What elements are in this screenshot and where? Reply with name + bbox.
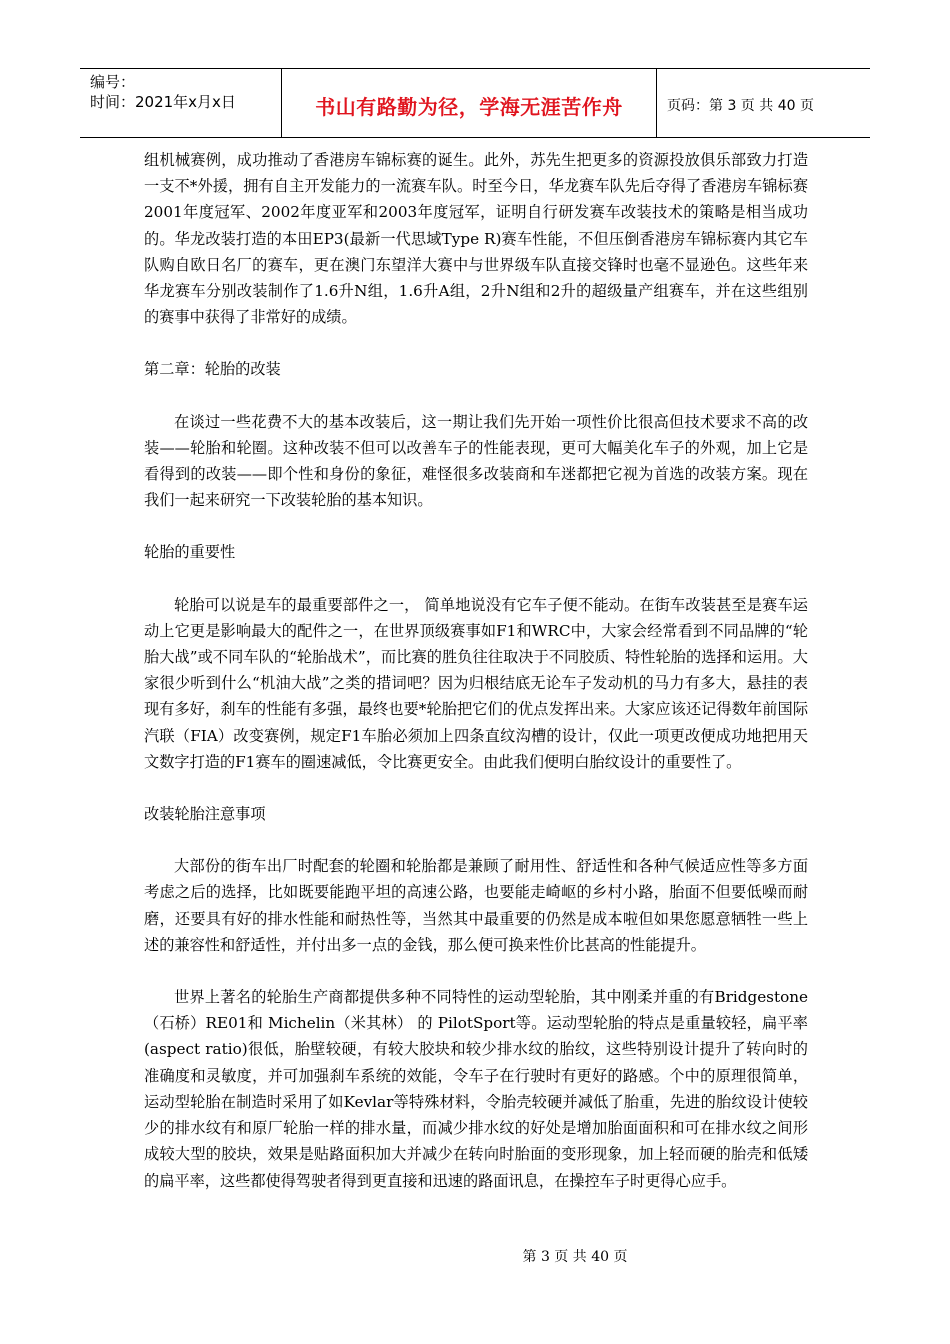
page-footer: 第 3 页 共 40 页 bbox=[522, 1249, 628, 1265]
header-page-cell bbox=[657, 69, 870, 137]
paragraph-importance: 轮胎可以说是车的最重要部件之一， 简单地说没有它车子便不能动。在街车改装甚至是赛车运动上它更是影响最大的配件之一，在世界顶级赛事如F1和WRC中，大家会经常看到不同品牌的“轮胎大战”或不同车队的“轮胎战术”，而比赛的胜负往往取决于不同胶质、特性轮胎的选择和运用。大家很少听到什么“机油大战”之类的措词吧？因为归根结底无论车子发动机的马力有多大，悬挂的表现有多好，刹车的性能有多强，最终也要*轮胎把它们的优点发挥出来。大家应该还记得数年前国际汽联（FIA）改变赛例，规定F1车胎必须加上四条直纹沟槽的设计，仅此一项更改便成功地把用天文数字打造的F1赛车的圈速减低，令比赛更安全。由此我们便明白胎纹设计的重要性了。 bbox=[144, 595, 808, 771]
paragraph-racing-team: 组机械赛例，成功推动了香港房车锦标赛的诞生。此外，苏先生把更多的资源投放俱乐部致力打造一支不*外援，拥有自主开发能力的一流赛车队。时至今日，华龙赛车队先后夺得了香港房车锦标赛2001年度冠军、2002年度亚军和2003年度冠军，证明自行研发赛车改装技术的策略是相当成功的。华龙改装打造的本田EP3(最新一代思域Type R)赛车性能，不但压倒香港房车锦标赛内其它车队购自欧日名厂的赛车，更在澳门东望洋大赛中与世界级车队直接交锋时也毫不显逊色。这些年来华龙赛车分别改装制作了1.6升N组，1.6升A组，2升N组和2升的超级量产组赛车，并在这些组别的赛事中获得了非常好的成绩。 bbox=[144, 151, 808, 327]
document-time-label: 时间：2021年x月x日 bbox=[90, 93, 236, 111]
header-motto: 书山有路勤为径，学海无涯苦作舟 bbox=[315, 95, 623, 119]
header-page-info: 页码：第 3 页 共 40 页 bbox=[667, 98, 814, 114]
document-body bbox=[144, 147, 808, 1194]
section-heading-importance: 轮胎的重要性 bbox=[144, 543, 236, 562]
section-heading-notes: 改装轮胎注意事项 bbox=[144, 805, 266, 824]
paragraph-intro: 在谈过一些花费不大的基本改装后，这一期让我们先开始一项性价比很高但技术要求不高的改装——轮胎和轮圈。这种改装不但可以改善车子的性能表现，更可大幅美化车子的外观，加上它是看得到的改装——即个性和身份的象征，难怪很多改装商和车迷都把它视为首选的改装方案。现在我们一起来研究一下改装轮胎的基本知识。 bbox=[144, 412, 808, 510]
paragraph-oem-tires: 大部份的街车出厂时配套的轮圈和轮胎都是兼顾了耐用性、舒适性和各种气候适应性等多方面考虑之后的选择，比如既要能跑平坦的高速公路，也要能走崎岖的乡村小路，胎面不但要低噪而耐磨，还要具有好的排水性能和耐热性等，当然其中最重要的仍然是成本啦但如果您愿意牺牲一些上述的兼容性和舒适性，并付出多一点的金钱，那么便可换来性价比甚高的性能提升。 bbox=[144, 857, 808, 954]
document-code-label: 编号： bbox=[90, 73, 136, 91]
header-motto-cell bbox=[282, 69, 657, 137]
paragraph-sport-tires: 世界上著名的轮胎生产商都提供多种不同特性的运动型轮胎，其中刚柔并重的有Bridgestone（石桥）RE01和 Michelin（米其林） 的 PilotSport等。运动型轮胎的特点是重量较轻，扁平率(aspect ratio)很低，胎壁较硬，有较大胶块和较少排水纹的胎纹，这些特别设计提升了转向时的准确度和灵敏度，并可加强刹车系统的效能，令车子在行驶时有更好的路感。个中的原理很简单，运动型轮胎在制造时采用了如Kevlar等特殊材料，令胎壳较硬并减低了胎重，先进的胎纹设计使较少的排水纹有和原厂轮胎一样的排水量，而减少排水纹的好处是增加胎面面积和可在排水纹之间形成较大型的胶块，效果是贴路面积加大并减少在转向时胎面的变形现象，加上轻而硬的胎壳和低矮的扁平率，这些都使得驾驶者得到更直接和迅速的路面讯息，在操控车子时更得心应手。 bbox=[144, 988, 808, 1190]
header-meta bbox=[80, 69, 282, 137]
page-header bbox=[80, 68, 870, 138]
chapter-heading: 第二章：轮胎的改装 bbox=[144, 360, 281, 379]
